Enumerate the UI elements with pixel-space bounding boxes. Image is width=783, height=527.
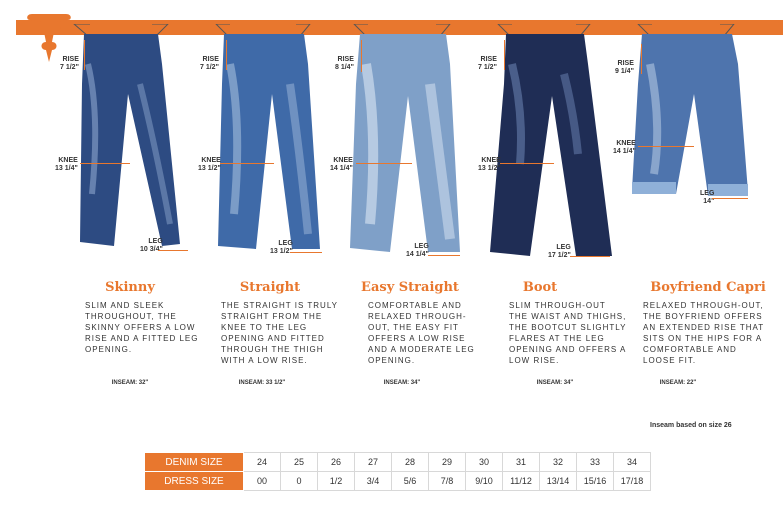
dress-size-cell: 17/18	[614, 472, 651, 491]
rise-measurement: RISE 7 1/2"	[60, 56, 79, 71]
denim-size-row	[145, 453, 651, 472]
denim-size-cell: 27	[355, 453, 392, 472]
leg-measurement: LEG 14 1/4"	[406, 243, 429, 258]
knee-measurement: KNEE 13 1/2"	[478, 157, 501, 172]
knee-measurement: KNEE 13 1/4"	[55, 157, 78, 172]
jeans-image-boot	[490, 24, 615, 259]
fit-description: THE STRAIGHT IS TRULY STRAIGHT FROM THE KNEE TO THE LEG OPENING AND FITTED THROUGH THE THIGH WITH A LOW RISE.	[221, 301, 338, 365]
fit-description: SLIM THROUGH-OUT THE WAIST AND THIGHS, THE BOOTCUT SLIGHTLY FLARES AT THE LEG OPENING AND OFFERS A LOW RISE.	[509, 301, 627, 365]
fit-description: RELAXED THROUGH-OUT, THE BOYFRIEND OFFERS AN EXTENDED RISE THAT SITS ON THE HIPS FOR A COMFORTABLE AND LOOSE FIT.	[643, 301, 765, 365]
denim-size-cell: 28	[392, 453, 429, 472]
inseam-label: INSEAM: 32"	[111, 380, 149, 386]
rise-measurement: RISE 9 1/4"	[615, 60, 634, 75]
fit-name: Skinny	[105, 280, 155, 295]
fit-name: Boot	[522, 280, 558, 295]
leg-measurement: LEG 17 1/2"	[548, 244, 571, 259]
dress-size-cell: 3/4	[355, 472, 392, 491]
dress-size-cell: 00	[244, 472, 281, 491]
fit-name: Straight	[239, 280, 301, 295]
denim-size-cell: 24	[244, 453, 281, 472]
dress-size-row	[145, 472, 651, 491]
denim-size-label: DENIM SIZE	[145, 453, 244, 472]
knee-measurement: KNEE 13 1/2"	[198, 157, 221, 172]
dress-size-label: DRESS SIZE	[145, 472, 244, 491]
denim-size-cell: 25	[281, 453, 318, 472]
leg-measurement: LEG 10 3/4"	[140, 238, 163, 253]
dress-size-cell: 1/2	[318, 472, 355, 491]
fit-name: Easy Straight	[361, 280, 459, 295]
jeans-image-easy-straight	[350, 24, 470, 254]
fit-description: COMFORTABLE AND RELAXED THROUGH-OUT, THE EASY FIT OFFERS A LOW RISE AND A MODERATE LEG OPENING.	[368, 301, 475, 365]
denim-size-cell: 31	[503, 453, 540, 472]
jeans-image-boyfriend-capri	[630, 24, 755, 204]
dress-size-cell: 5/6	[392, 472, 429, 491]
jeans-image-straight	[212, 24, 332, 254]
denim-size-cell: 29	[429, 453, 466, 472]
denim-size-cell: 26	[318, 453, 355, 472]
rise-measurement: RISE 7 1/2"	[478, 56, 497, 71]
denim-size-cell: 34	[614, 453, 651, 472]
leg-measurement: LEG 13 1/2"	[270, 240, 293, 255]
inseam-label: INSEAM: 34"	[383, 380, 421, 386]
dress-size-cell: 7/8	[429, 472, 466, 491]
knee-measurement: KNEE 14 1/4"	[613, 140, 636, 155]
rise-measurement: RISE 8 1/4"	[335, 56, 354, 71]
jeans-image-skinny	[70, 24, 190, 254]
size-conversion-table	[144, 452, 651, 491]
knee-measurement: KNEE 14 1/4"	[330, 157, 353, 172]
inseam-label: INSEAM: 22"	[659, 380, 697, 386]
inseam-label: INSEAM: 33 1/2"	[238, 380, 286, 386]
dress-size-cell: 11/12	[503, 472, 540, 491]
dress-size-cell: 13/14	[540, 472, 577, 491]
dress-size-cell: 0	[281, 472, 318, 491]
leg-measurement: LEG 14"	[700, 190, 715, 205]
dress-size-cell: 9/10	[466, 472, 503, 491]
fit-description: SLIM AND SLEEK THROUGHOUT, THE SKINNY OFFERS A LOW RISE AND A FITTED LEG OPENING.	[85, 301, 199, 354]
fit-name: Boyfriend Capri	[650, 280, 766, 295]
inseam-note: Inseam based on size 26	[650, 422, 732, 429]
dress-size-cell: 15/16	[577, 472, 614, 491]
rise-measurement: RISE 7 1/2"	[200, 56, 219, 71]
denim-size-cell: 32	[540, 453, 577, 472]
denim-size-cell: 30	[466, 453, 503, 472]
denim-size-cell: 33	[577, 453, 614, 472]
inseam-label: INSEAM: 34"	[536, 380, 574, 386]
